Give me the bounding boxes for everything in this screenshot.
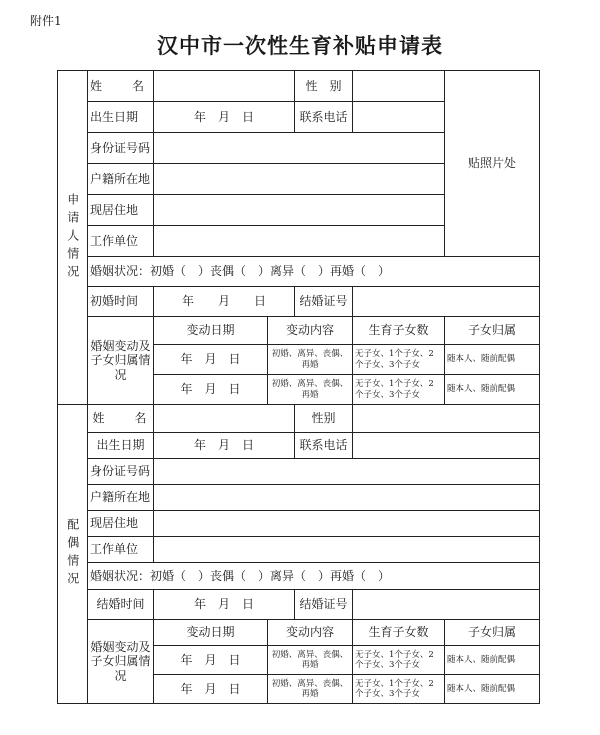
form-title: 汉中市一次性生育补贴申请表 — [157, 33, 443, 58]
spouse-change-label: 婚姻变动及子女归属情况 — [88, 620, 154, 704]
spouse-work-field[interactable] — [154, 537, 540, 563]
applicant-address-field[interactable] — [154, 195, 445, 226]
applicant-change-row-content[interactable]: 初婚、离异、丧偶、再婚 — [268, 375, 353, 405]
applicant-phone-field[interactable] — [353, 102, 445, 133]
applicant-cert-field[interactable] — [353, 287, 540, 317]
spouse-change-date-header: 变动日期 — [154, 620, 268, 646]
applicant-id-label: 身份证号码 — [88, 133, 154, 164]
spouse-marriage-label: 结婚时间 — [88, 590, 154, 620]
applicant-change-row-count[interactable]: 无子女、1个子女、2个子女、3个子女 — [353, 345, 445, 375]
spouse-name-field[interactable] — [154, 405, 295, 433]
applicant-work-field[interactable] — [154, 226, 445, 257]
applicant-change-row-date[interactable]: 年 月 日 — [154, 345, 268, 375]
spouse-change-row-date[interactable]: 年 月 日 — [154, 646, 268, 675]
applicant-work-label: 工作单位 — [88, 226, 154, 257]
applicant-change-label: 婚姻变动及子女归属情况 — [88, 317, 154, 405]
spouse-phone-field[interactable] — [353, 433, 540, 459]
attachment-label: 附件1 — [30, 14, 62, 28]
applicant-section-label: 申请人情况 — [58, 71, 88, 405]
spouse-birth-label: 出生日期 — [88, 433, 154, 459]
spouse-cert-label: 结婚证号 — [295, 590, 353, 620]
applicant-first-marriage-field[interactable]: 年 月 日 — [154, 287, 295, 317]
applicant-birth-label: 出生日期 — [88, 102, 154, 133]
spouse-change-row-custody[interactable]: 随本人、随前配偶 — [445, 646, 540, 675]
spouse-hukou-label: 户籍所在地 — [88, 485, 154, 511]
spouse-section-label: 配偶情况 — [58, 405, 88, 704]
applicant-id-field[interactable] — [154, 133, 445, 164]
spouse-gender-field[interactable] — [353, 405, 540, 433]
spouse-change-row-date[interactable]: 年 月 日 — [154, 675, 268, 704]
photo-placeholder[interactable]: 贴照片处 — [445, 71, 540, 257]
applicant-address-label: 现居住地 — [88, 195, 154, 226]
applicant-hukou-label: 户籍所在地 — [88, 164, 154, 195]
spouse-change-content-header: 变动内容 — [268, 620, 353, 646]
spouse-birth-field[interactable]: 年 月 日 — [154, 433, 295, 459]
applicant-change-date-header: 变动日期 — [154, 317, 268, 345]
spouse-gender-label: 性别 — [295, 405, 353, 433]
applicant-change-row-custody[interactable]: 随本人、随前配偶 — [445, 375, 540, 405]
spouse-phone-label: 联系电话 — [295, 433, 353, 459]
spouse-change-row-custody[interactable]: 随本人、随前配偶 — [445, 675, 540, 704]
applicant-gender-field[interactable] — [353, 71, 445, 102]
spouse-children-count-header: 生育子女数 — [353, 620, 445, 646]
spouse-id-label: 身份证号码 — [88, 459, 154, 485]
spouse-id-field[interactable] — [154, 459, 540, 485]
spouse-cert-field[interactable] — [353, 590, 540, 620]
applicant-change-row-content[interactable]: 初婚、离异、丧偶、再婚 — [268, 345, 353, 375]
spouse-address-field[interactable] — [154, 511, 540, 537]
applicant-children-custody-header: 子女归属 — [445, 317, 540, 345]
spouse-change-row-content[interactable]: 初婚、离异、丧偶、再婚 — [268, 675, 353, 704]
applicant-marital-status[interactable]: 婚姻状况：初婚（ ）丧偶（ ）离异（ ）再婚（ ） — [88, 257, 540, 287]
applicant-change-content-header: 变动内容 — [268, 317, 353, 345]
spouse-name-label: 姓 名 — [88, 405, 154, 433]
spouse-marital-status[interactable]: 婚姻状况：初婚（ ）丧偶（ ）离异（ ）再婚（ ） — [88, 563, 540, 590]
applicant-name-label: 姓 名 — [88, 71, 154, 102]
spouse-change-row-count[interactable]: 无子女、1个子女、2个子女、3个子女 — [353, 646, 445, 675]
applicant-children-count-header: 生育子女数 — [353, 317, 445, 345]
applicant-gender-label: 性 别 — [295, 71, 353, 102]
applicant-phone-label: 联系电话 — [295, 102, 353, 133]
applicant-change-row-custody[interactable]: 随本人、随前配偶 — [445, 345, 540, 375]
spouse-children-custody-header: 子女归属 — [445, 620, 540, 646]
applicant-first-marriage-label: 初婚时间 — [88, 287, 154, 317]
spouse-hukou-field[interactable] — [154, 485, 540, 511]
spouse-work-label: 工作单位 — [88, 537, 154, 563]
spouse-address-label: 现居住地 — [88, 511, 154, 537]
applicant-cert-label: 结婚证号 — [295, 287, 353, 317]
spouse-marriage-field[interactable]: 年 月 日 — [154, 590, 295, 620]
spouse-change-row-count[interactable]: 无子女、1个子女、2个子女、3个子女 — [353, 675, 445, 704]
application-form — [57, 70, 540, 704]
spouse-change-row-content[interactable]: 初婚、离异、丧偶、再婚 — [268, 646, 353, 675]
applicant-birth-field[interactable]: 年 月 日 — [154, 102, 295, 133]
applicant-change-row-date[interactable]: 年 月 日 — [154, 375, 268, 405]
applicant-name-field[interactable] — [154, 71, 295, 102]
applicant-change-row-count[interactable]: 无子女、1个子女、2个子女、3个子女 — [353, 375, 445, 405]
applicant-hukou-field[interactable] — [154, 164, 445, 195]
